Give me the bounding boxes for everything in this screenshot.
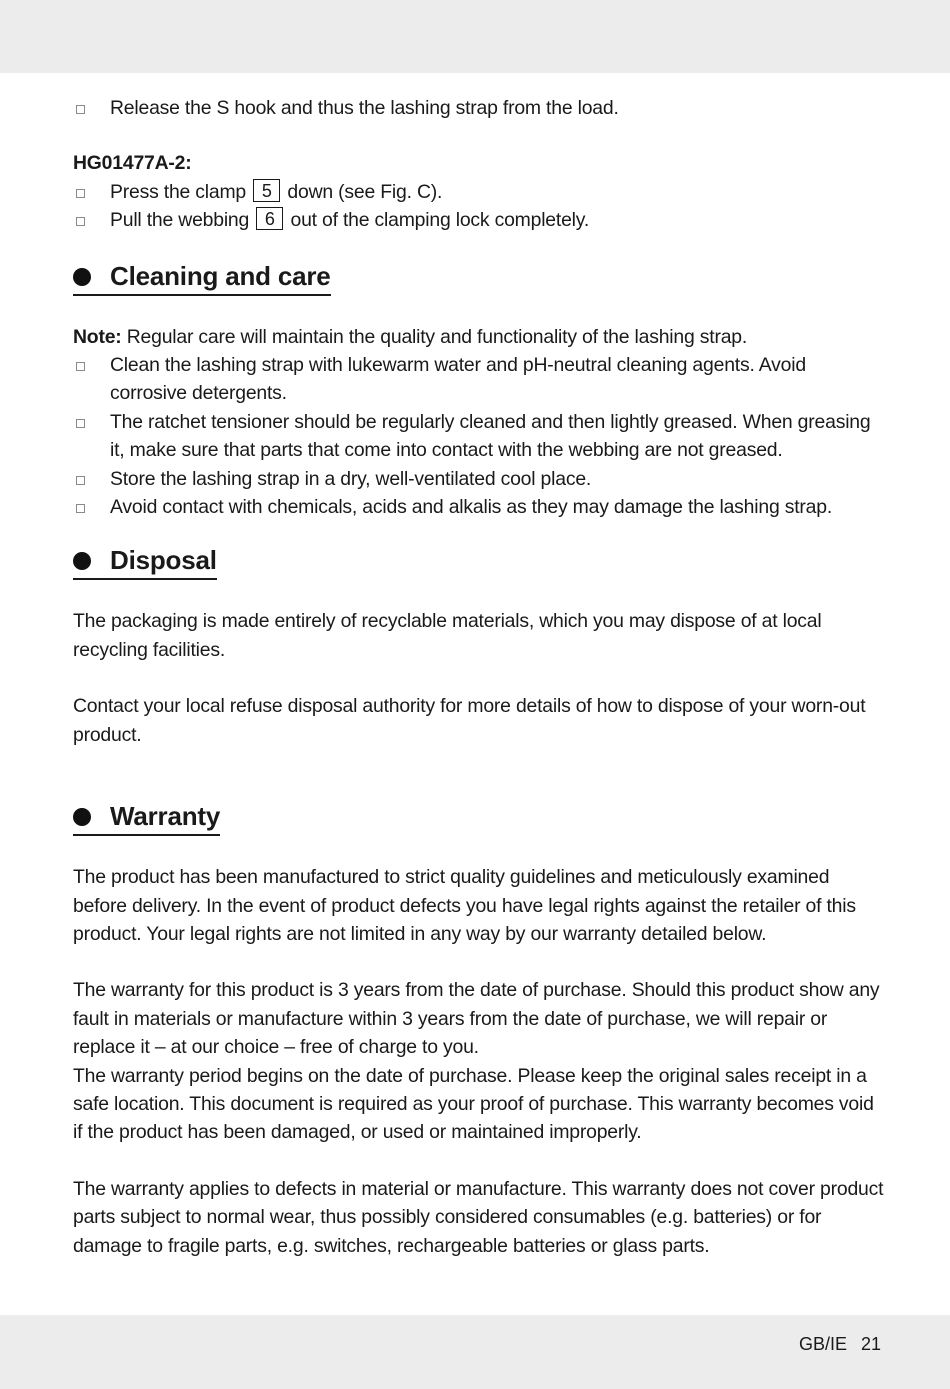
- section-heading-cleaning: Cleaning and care: [73, 259, 331, 296]
- page-footer: [799, 1334, 881, 1355]
- page-number: 21: [860, 1334, 881, 1354]
- part-number-box: 5: [253, 179, 280, 202]
- list-item: Pull the webbing 6 out of the clamping lock completely.: [73, 206, 885, 234]
- page-content: [73, 94, 885, 1260]
- section-heading-warranty: Warranty: [73, 799, 220, 836]
- note-paragraph: Note: Regular care will maintain the quality and functionality of the lashing strap.: [73, 325, 748, 348]
- warranty-paragraph: The warranty for this product is 3 years from the date of purchase. Should this product show any fault in materials or manufacture within 3 years from the date of purchase, we will repair or replace it – at our choice – free of charge to you.: [73, 979, 880, 1059]
- list-item: Store the lashing strap in a dry, well-ventilated cool place.: [73, 465, 885, 493]
- list-item: Press the clamp 5 down (see Fig. C).: [73, 178, 885, 206]
- list-item: The ratchet tensioner should be regularly cleaned and then lightly greased. When greasing it, make sure that parts that come into contact with the webbing are not greased.: [73, 408, 885, 465]
- disposal-paragraph: The packaging is made entirely of recyclable materials, which you may dispose of at local recycling facilities.: [73, 610, 822, 661]
- checkbox-bullet-icon: [76, 362, 85, 371]
- bullet-dot-icon: [73, 808, 91, 826]
- disposal-paragraph: Contact your local refuse disposal authority for more details of how to dispose of your worn-out product.: [73, 695, 866, 746]
- checkbox-bullet-icon: [76, 419, 85, 428]
- warranty-paragraph: The product has been manufactured to strict quality guidelines and meticulously examined before delivery. In the event of product defects you have legal rights against the retailer of this product. Your legal rights are not limited in any way by our warranty detailed below.: [73, 866, 856, 945]
- header-band: [0, 0, 950, 73]
- checkbox-bullet-icon: [76, 504, 85, 513]
- list-item: Clean the lashing strap with lukewarm water and pH-neutral cleaning agents. Avoid corrosive detergents.: [73, 351, 885, 408]
- list-item: Release the S hook and thus the lashing strap from the load.: [73, 94, 885, 122]
- section-heading-disposal: Disposal: [73, 543, 217, 580]
- list-item: Avoid contact with chemicals, acids and alkalis as they may damage the lashing strap.: [73, 493, 885, 521]
- region-label: GB/IE: [798, 1334, 847, 1354]
- warranty-paragraph: The warranty period begins on the date of purchase. Please keep the original sales receipt in a safe location. This document is required as your proof of purchase. This warranty becomes void if the product has been damaged, or used or maintained improperly.: [73, 1064, 874, 1144]
- part-number-box: 6: [256, 207, 283, 230]
- bullet-dot-icon: [73, 268, 91, 286]
- checkbox-bullet-icon: [76, 476, 85, 485]
- checkbox-bullet-icon: [76, 105, 85, 114]
- checkbox-bullet-icon: [76, 189, 85, 198]
- checkbox-bullet-icon: [76, 217, 85, 226]
- bullet-dot-icon: [73, 552, 91, 570]
- model-heading: HG01477A-2:: [73, 152, 192, 175]
- warranty-paragraph: The warranty applies to defects in material or manufacture. This warranty does not cover product parts subject to normal wear, thus possibly considered consumables (e.g. batteries) or for damage to fragile parts, e.g. switches, rechargeable batteries or glass parts.: [73, 1177, 884, 1257]
